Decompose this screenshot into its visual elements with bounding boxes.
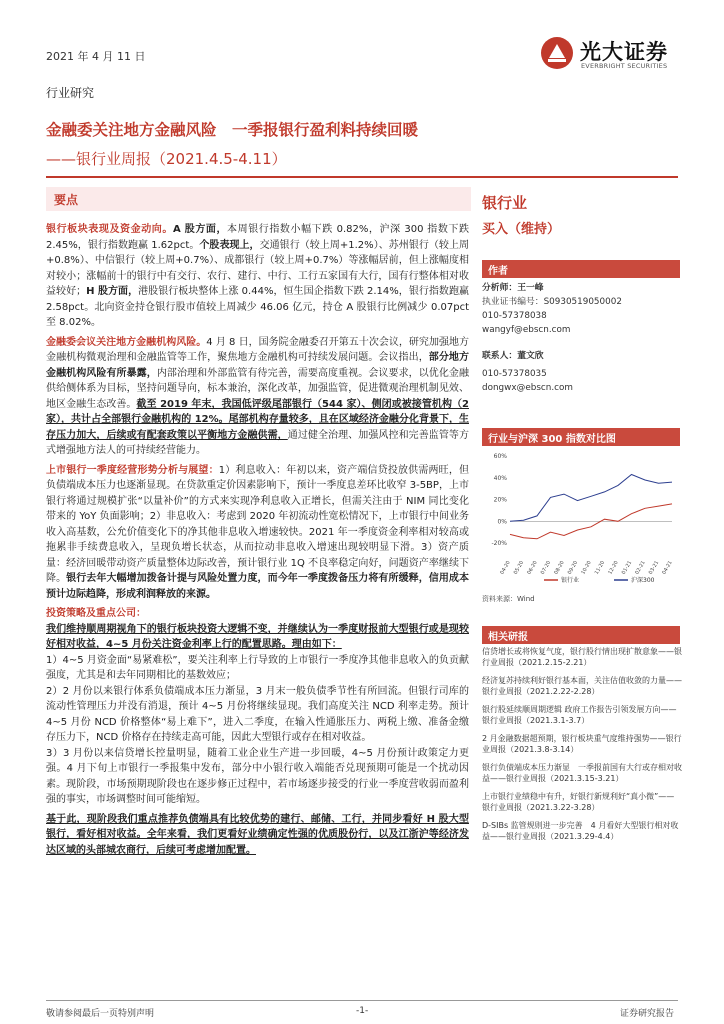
report-date: 2021 年 4 月 11 日 xyxy=(46,50,146,63)
body-text: 3）3 月份以来信贷增长控量明显，随着工业企业生产进一步回暖，4~5 月份预计政策定力更强。4 月下旬上市银行一季报集中发布，部分中小银行收入端能否兑现预期可能是一个扰动因素。现阶段，市场预期现阶段也在逐步修正过程中，若市场逐步接受的行业一季度营收弱而盈利强的事实，市场调整时间可能缩短。 xyxy=(46,747,469,805)
legend-label: 沪深300 xyxy=(631,577,655,584)
y-tick-label: 60% xyxy=(493,453,507,460)
contact-email[interactable]: dongwx@ebscn.com xyxy=(482,383,573,393)
body-text: 通过健全治理、加强风控和完善监管等方式增强地方法人的可持续经营能力。 xyxy=(46,429,470,456)
report-link[interactable]: 经济复苏持续利好银行基本面，关注估值收敛的力量——银行业周报（2021.2.22-2.28） xyxy=(482,676,682,696)
x-tick-label: 04-20 xyxy=(499,560,512,576)
y-tick-label: 0% xyxy=(497,518,507,526)
paragraph-outlook xyxy=(46,463,469,603)
bold-text: 部分地方金融机构风险有所暴露， xyxy=(46,352,470,379)
body-text: 1）利息收入：年初以来，资产端信贷投放供需两旺，但负债端成本压力也逐渐显现。在贷款重定价因素影响下，预计一季度息差环比收窄 3-5BP，上市银行将通过规模扩张“以量补价”的方式来实现净利息收入正增长，但需关注由于 NIM 同比变化带来的 YoY 负面影响；2）非息收入：考虑到 2020 年初流动性宽松情况下，上市银行中间业务收入高基数，公允价值变化下的净其他非息收入增速较快。2021 年一季度资金利率相对较高或拖累非手续费息收入，呈现负增长状态，从而拉动非息收入增速出现较明显下滑。3）资产质量：经济回暖带动资产质量整体边际改善，预计银行业 1Q 不良率稳定向好，问题资产率继续下降。 xyxy=(46,464,469,584)
brand-name-cn: 光大证券 xyxy=(580,40,668,64)
bold-text: 个股表现上， xyxy=(199,239,260,251)
report-link[interactable]: 上市银行业绩稳中有升，好银行新规利好“真小微”——银行业周报（2021.3.22-3.28） xyxy=(482,792,675,812)
analyst-band xyxy=(482,260,680,278)
paragraph-conclusion xyxy=(46,812,469,859)
analyst-license: 执业证书编号：S0930519050002 xyxy=(482,297,622,307)
analyst-phone: 010-57378038 xyxy=(482,311,547,321)
report-link[interactable]: D-SIBs 监管规则进一步完善 4 月看好大型银行相对收益——银行业周报（2021.3.29-4.4） xyxy=(482,821,679,841)
report-title: 金融委关注地方金融风险 一季报银行盈利料持续回暖 xyxy=(46,121,419,139)
report-link[interactable]: 银行负债端成本压力渐显 一季报前国有大行或存相对收益——银行业周报（2021.3.15-3.21） xyxy=(482,763,682,783)
paragraph-heading: 投资策略及重点公司： xyxy=(46,608,146,619)
report-category: 行业研究 xyxy=(46,86,95,100)
body-text: 1）4~5 月资金面“易紧难松”，要关注利率上行导致的上市银行一季度净其他非息收入的负贡献强度，尤其是和去年同期相比的基数效应； xyxy=(46,654,469,681)
report-link[interactable]: 银行股延续顺周期逻辑 政府工作报告引领发展方向——银行业周报（2021.3.1-3.7） xyxy=(482,705,677,725)
y-tick-label: -20% xyxy=(491,540,507,548)
y-tick-label: 20% xyxy=(493,496,507,504)
underlined-text: 我们维持顺周期视角下的银行板块投资大逻辑不变，并继续认为一季度财报前大型银行或是现较好相对收益，4~5 月份关注资金利率上行的配置思路。理由如下： xyxy=(46,623,469,650)
body-text: 港股银行板块整体上涨 0.44%，恒生国企指数下跌 2.14%，银行指数跑赢 2.58pct。北向资金持仓银行股市值较上周减少 46.06 亿元，持仓 A 股银行比例减少 0.07pct 至 8.02%。 xyxy=(46,286,470,328)
sector-rating: 买入（维持） xyxy=(482,222,561,237)
body-text: 交通银行（较上周+1.2%）、苏州银行（较上周+0.8%）、中信银行（较上周+0.7%）、成都银行（较上周+0.7%）等涨幅居前，但上涨幅度相对较小；涨幅前十的银行中有交行、农行、建行、中行、工行五家国有大行，国有行整体相对收益较好； xyxy=(46,239,470,297)
underlined-text: 基于此，现阶段我们重点推荐负债端具有比较优势的建行、邮储、工行，并同步看好 H 股大型银行，看好相对收益。全年来看，我们更看好业绩确定性强的优质股份行，以及江浙沪等经济发达区域的头部城农商行，后续可考虑增加配置。 xyxy=(46,813,469,856)
footer-doc-type: 证券研究报告 xyxy=(620,1009,675,1019)
report-subtitle: ——银行业周报（2021.4.5-4.11） xyxy=(46,150,287,168)
report-link[interactable]: 2 月金融数据超预期，银行板块重气度维持强势——银行业周报（2021.3.8-3.14） xyxy=(482,734,682,754)
paragraph-heading: 银行板块表现及资金动向。 xyxy=(46,224,173,235)
paragraph-strategy xyxy=(46,606,469,808)
analyst-label: 作者 xyxy=(488,266,508,277)
keypoints-label: 要点 xyxy=(54,193,79,207)
x-tick-label: 02-21 xyxy=(634,560,647,576)
body-text: 4 月 8 日，国务院金融委召开第五十次会议，研究加强地方金融机构微观治理和金融监管等工作，聚焦地方金融机构可持续发展问题。会议指出， xyxy=(46,336,469,363)
x-tick-label: 12-20 xyxy=(607,560,620,576)
contact-phone: 010-57378035 xyxy=(482,369,547,379)
contact-name: 联系人：董文欣 xyxy=(482,351,544,361)
reports-label: 相关研报 xyxy=(488,632,528,643)
x-tick-label: 04-21 xyxy=(661,560,674,576)
paragraph-regulation xyxy=(46,335,469,459)
x-tick-label: 10-20 xyxy=(580,560,593,576)
bold-text: 银行去年大幅增加拨备计提与风险处置力度，而今年一季度拨备压力将有所缓释，信用成本预计边际趋降，形成利润释放的来源。 xyxy=(46,573,470,600)
bold-text: A 股方面， xyxy=(172,224,228,235)
footer-disclaimer[interactable]: 敬请参阅最后一页特别声明 xyxy=(46,1009,155,1019)
paragraph-heading: 金融委会议关注地方金融机构风险。 xyxy=(46,336,207,348)
chart-source: 资料来源：Wind xyxy=(482,595,535,603)
series-line-1 xyxy=(510,475,672,522)
x-tick-label: 07-20 xyxy=(539,560,553,576)
keypoints-header xyxy=(46,187,471,211)
legend-label: 银行业 xyxy=(561,577,580,584)
comparison-chart xyxy=(484,450,680,590)
x-tick-label: 09-20 xyxy=(566,560,580,576)
y-tick-label: 40% xyxy=(493,474,507,482)
report-link[interactable]: 信贷增长或将恢复气度，银行股行情出现扩散意象——银行业周报（2021.2.15-2.21） xyxy=(482,647,682,667)
brand-name-en: EVERBRIGHT SECURITIES xyxy=(581,62,668,70)
reports-band xyxy=(482,626,680,644)
chart-label: 行业与沪深 300 指数对比图 xyxy=(488,434,616,445)
page-number: -1- xyxy=(356,1006,369,1016)
paragraph-market xyxy=(46,222,469,331)
analyst-name: 分析师：王一峰 xyxy=(482,283,544,293)
x-tick-label: 08-20 xyxy=(553,560,566,576)
x-tick-label: 06-20 xyxy=(526,560,539,576)
x-tick-label: 11-20 xyxy=(593,560,607,576)
body-text: 本周银行指数小幅下跌 0.82%，沪深 300 指数下跌 2.45%，银行指数跑赢 1.62pct。 xyxy=(46,224,469,251)
x-tick-label: 03-21 xyxy=(647,560,661,576)
body-text: 内部治理和外部监管有待完善，需要高度重视。会议要求，以优化金融供给侧体系为目标，坚持问题导向，标本兼治，深化改革，加强监管，促进微观治理机制见效、地区金融生态改善。 xyxy=(46,367,470,410)
body-text: 2）2 月份以来银行体系负债端成本压力渐显，3 月末一般负债季节性有所回流。但银行司库的流动性管理压力并没有消退，预计 4~5 月份将继续显现。我们高度关注 NCD 利率走势。预计 4~5 月份 NCD 价格整体“易上难下”，进入二季度，在输入性通胀压力、两税上缴、准备金缴存压力下，NCD 价格存在持续走高可能，因此大型银行或存在相对收益。 xyxy=(46,685,469,743)
x-tick-label: 05-20 xyxy=(512,560,526,576)
brand-logo-icon xyxy=(540,36,574,70)
chart-band xyxy=(482,428,680,446)
x-tick-label: 01-21 xyxy=(620,560,634,576)
brand-logo xyxy=(540,34,690,74)
underlined-text: 截至 2019 年末，我国低评级尾部银行（544 家）、侧闭或被接管机构（2 家），共计占全部银行金融机构的 12%。尾部机构存量较多，且在区域经济金融分化背景下，生存压力加大，后续或有配套政策以平衡地方金融供需， xyxy=(46,398,469,441)
related-reports-list xyxy=(482,646,682,849)
sector-name: 银行业 xyxy=(482,194,528,212)
main-body xyxy=(46,222,469,862)
footer-divider xyxy=(46,1000,678,1001)
paragraph-heading: 上市银行一季度经营形势分析与展望： xyxy=(46,464,219,476)
analyst-email[interactable]: wangyf@ebscn.com xyxy=(482,325,571,335)
bold-text: H 股方面， xyxy=(86,286,139,297)
title-divider xyxy=(46,176,678,178)
